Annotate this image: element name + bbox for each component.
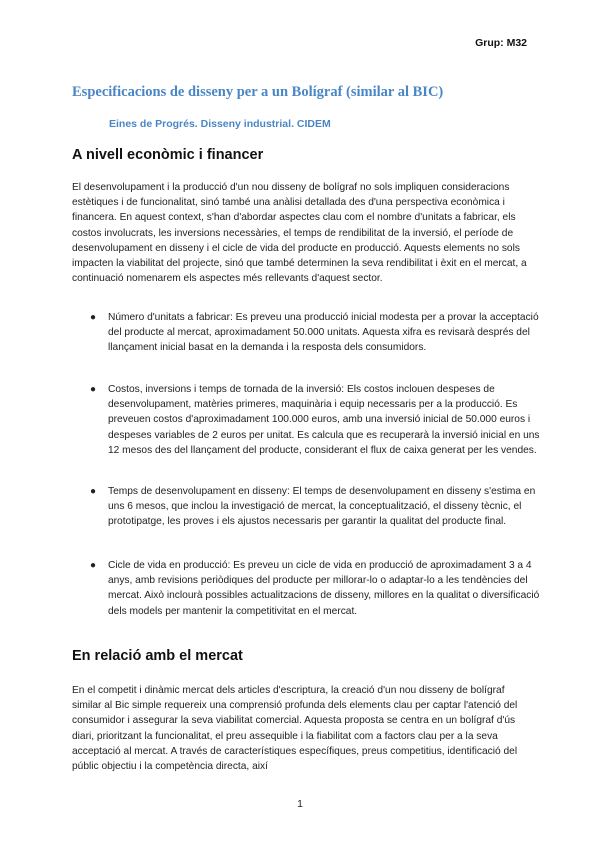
bullet-item [90, 382, 548, 458]
section-paragraph-economic: El desenvolupament i la producció d'un nou disseny de bolígraf no sols impliquen consideracions estètiques i de funcionalitat, sinó també una anàlisi detallada des d'una perspectiva econòmica i financera. En aquest context, s'han d'abordar aspectes clau com el nombre d'unitats a fabricar, els costos involucrats, les inversions necessàries, el temps de rendibilitat de la inversió, el període de desenvolupament en disseny i el cicle de vida del producte en producció. Aquests elements no sols impacten la viabilitat del projecte, sinó que també determinen la seva rendibilitat i èxit en el mercat, a continuació nomenarem els aspectes més rellevants d'aquest sector. [72, 182, 527, 285]
section-heading-market: En relació amb el mercat [72, 648, 243, 664]
document-subtitle: Eines de Progrés. Disseny industrial. CIDEM [109, 118, 331, 130]
bullet-text: Número d'unitats a fabricar: Es preveu una producció inicial modesta per a provar la acceptació del producte al mercat, aproximadament 50.000 unitats. Aquesta xifra es revisarà després del llançament inicial basat en la demanda i la resposta dels consumidors. [108, 312, 539, 354]
page-number: 1 [297, 798, 303, 810]
bullet-icon: ● [90, 486, 97, 497]
document-title: Especificacions de disseny per a un Bolígraf (similar al BIC) [72, 84, 444, 100]
bullet-item [90, 310, 548, 356]
bullet-item [90, 484, 548, 530]
bullet-icon: ● [90, 560, 97, 571]
bullet-text: Cicle de vida en producció: Es preveu un cicle de vida en producció de aproximadament 3 a 4 anys, amb revisions periòdiques del producte per millorar-lo o adaptar-lo a les tendències del mercat. Això inclourà possibles actualitzacions de disseny, millores en la qualitat o diversificació dels models per mantenir la competitivitat en el mercat. [108, 560, 540, 617]
bullet-icon: ● [90, 312, 97, 323]
bullet-text: Costos, inversions i temps de tornada de la inversió: Els costos inclouen despeses de desenvolupament, matèries primeres, maquinària i equip necessaris per a la producció. Es preveuen costos d'aproximadament 100.000 euros, amb una inversió inicial de 50.000 euros i despeses variables de 2 euros per unitat. Es calcula que es recuperarà la inversió inicial en uns 12 mesos des del llançament del producte, considerant el flux de caixa generat per les vendes. [108, 384, 540, 456]
section-paragraph-market: En el competit i dinàmic mercat dels articles d'escriptura, la creació d'un nou disseny de bolígraf similar al Bic simple requereix una comprensió profunda dels elements clau per captar l'atenció del consumidor i assegurar la seva viabilitat comercial. Aquesta proposta se centra en un bolígraf d'ús diari, prioritzant la funcionalitat, el preu assequible i la fiabilitat com a factors clau per a la seva acceptació al mercat. A través de característiques específiques, preus competitius, identificació del públic objectiu i la competència directa, així [72, 685, 518, 773]
group-label: Grup: M32 [475, 37, 527, 49]
bullet-text: Temps de desenvolupament en disseny: El temps de desenvolupament en disseny s'estima en uns 6 mesos, que inclou la investigació de mercat, la conceptualització, el disseny tècnic, el prototipatge, les proves i els ajustos necessaris per garantir la qualitat del producte final. [108, 486, 536, 528]
bullet-item [90, 558, 548, 619]
section-heading-economic: A nivell econòmic i financer [72, 147, 264, 163]
bullet-icon: ● [90, 384, 97, 395]
